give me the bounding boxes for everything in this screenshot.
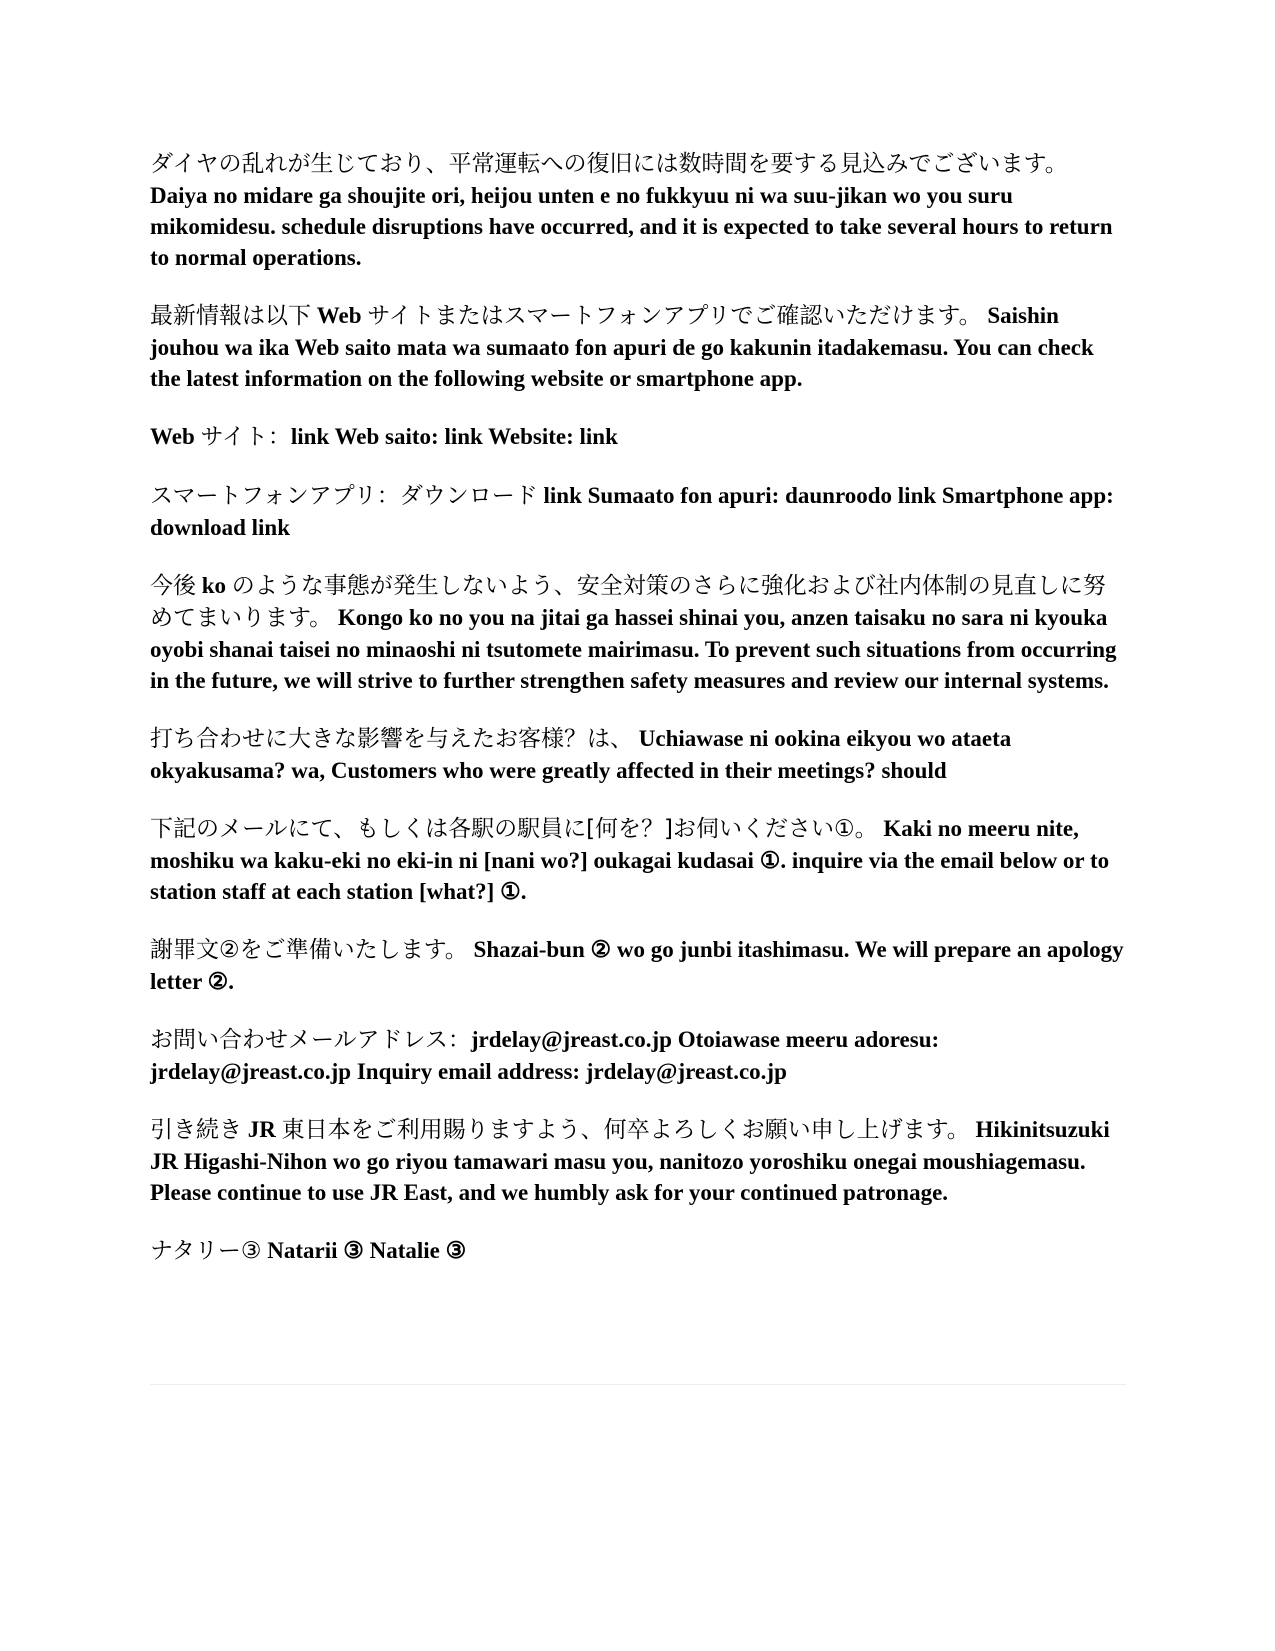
paragraph-schedule-disruption bbox=[150, 148, 1126, 273]
latin-inline-text: Web bbox=[311, 303, 368, 328]
japanese-text: サイト： bbox=[200, 424, 291, 450]
romaji-english-text: Saishin jouhou wa ika Web saito mata wa sumaato fon apuri de go kakunin itadakemasu. You can check the latest information on the following website or smartphone app. bbox=[150, 303, 1094, 391]
paragraph-apology-letter bbox=[150, 934, 1126, 997]
japanese-text: 今後 bbox=[150, 573, 196, 599]
paragraph-inquiry-method bbox=[150, 813, 1126, 907]
paragraph-inquiry-email bbox=[150, 1024, 1126, 1087]
japanese-text: 下記のメールにて、もしくは各駅の駅員に[何を？]お伺いください①。 bbox=[150, 816, 878, 842]
paragraph-affected-customers bbox=[150, 723, 1126, 786]
japanese-text: お問い合わせメールアドレス： bbox=[150, 1027, 471, 1053]
japanese-text: 最新情報は以下 bbox=[150, 303, 311, 329]
romaji-english-text: Natarii ③ Natalie ③ bbox=[261, 1238, 467, 1263]
latin-inline-text: ko bbox=[196, 573, 232, 598]
japanese-text: のような事態が発生しないよう、安全対策のさらに強化および社内体制の見直しに努めてまいります。 bbox=[150, 573, 1106, 631]
document-body bbox=[150, 148, 1126, 1294]
latin-inline-text: Web bbox=[150, 424, 201, 449]
bottom-divider bbox=[150, 1384, 1126, 1385]
japanese-text: サイトまたはスマートフォンアプリでご確認いただけます。 bbox=[367, 303, 982, 329]
romaji-english-text: link Web saito: link Website: link bbox=[290, 424, 618, 449]
romaji-english-text: Uchiawase ni ookina eikyou wo ataeta okyakusama? wa, Customers who were greatly affected in their meetings? should bbox=[150, 726, 1012, 783]
paragraph-website-link bbox=[150, 421, 1126, 453]
japanese-text: 打ち合わせに大きな影響を与えたお客様？は、 bbox=[150, 726, 633, 752]
romaji-english-text: Kaki no meeru nite, moshiku wa kaku-eki no eki-in ni [nani wo?] oukagai kudasai ①. inquire via the email below or to station staff at each station [what?] ①. bbox=[150, 816, 1110, 904]
romaji-english-text: jrdelay@jreast.co.jp Otoiawase meeru adoresu: jrdelay@jreast.co.jp Inquiry email address: jrdelay@jreast.co.jp bbox=[150, 1027, 940, 1084]
japanese-text: 東日本をご利用賜りますよう、何卒よろしくお願い申し上げます。 bbox=[281, 1117, 970, 1143]
paragraph-safety-measures bbox=[150, 570, 1126, 696]
romaji-english-text: link Sumaato fon apuri: daunroodo link Smartphone app: download link bbox=[150, 483, 1114, 540]
paragraph-closing-thanks bbox=[150, 1114, 1126, 1208]
paragraph-signature bbox=[150, 1235, 1126, 1267]
paragraph-smartphone-app-link bbox=[150, 480, 1126, 543]
romaji-english-text: Shazai-bun ② wo go junbi itashimasu. We will prepare an apology letter ②. bbox=[150, 937, 1124, 994]
japanese-text: ナタリー③ bbox=[150, 1238, 262, 1264]
romaji-english-text: Daiya no midare ga shoujite ori, heijou unten e no fukkyuu ni wa suu-jikan wo you suru mikomidesu. schedule disruptions have occurred, and it is expected to take several hours to return to normal operations. bbox=[150, 183, 1113, 270]
japanese-text: 謝罪文②をご準備いたします。 bbox=[150, 937, 468, 963]
romaji-english-text: Kongo ko no you na jitai ga hassei shinai you, anzen taisaku no sara ni kyouka oyobi shanai taisei no minaoshi ni tsutomete mairimasu. To prevent such situations from occurring in the future, we will strive to further strengthen safety measures and review our internal systems. bbox=[150, 605, 1117, 693]
japanese-text: 引き続き bbox=[150, 1117, 242, 1143]
japanese-text: ダイヤの乱れが生じており、平常運転への復旧には数時間を要する見込みでございます。 bbox=[150, 151, 1068, 177]
romaji-english-text: Hikinitsuzuki JR Higashi-Nihon wo go riyou tamawari masu you, nanitozo yoroshiku onegai moushiagemasu. Please continue to use JR East, and we humbly ask for your continued patronage. bbox=[150, 1117, 1110, 1205]
paragraph-latest-info bbox=[150, 300, 1126, 394]
japanese-text: スマートフォンアプリ：ダウンロード bbox=[150, 483, 538, 509]
latin-inline-text: JR bbox=[242, 1117, 282, 1142]
